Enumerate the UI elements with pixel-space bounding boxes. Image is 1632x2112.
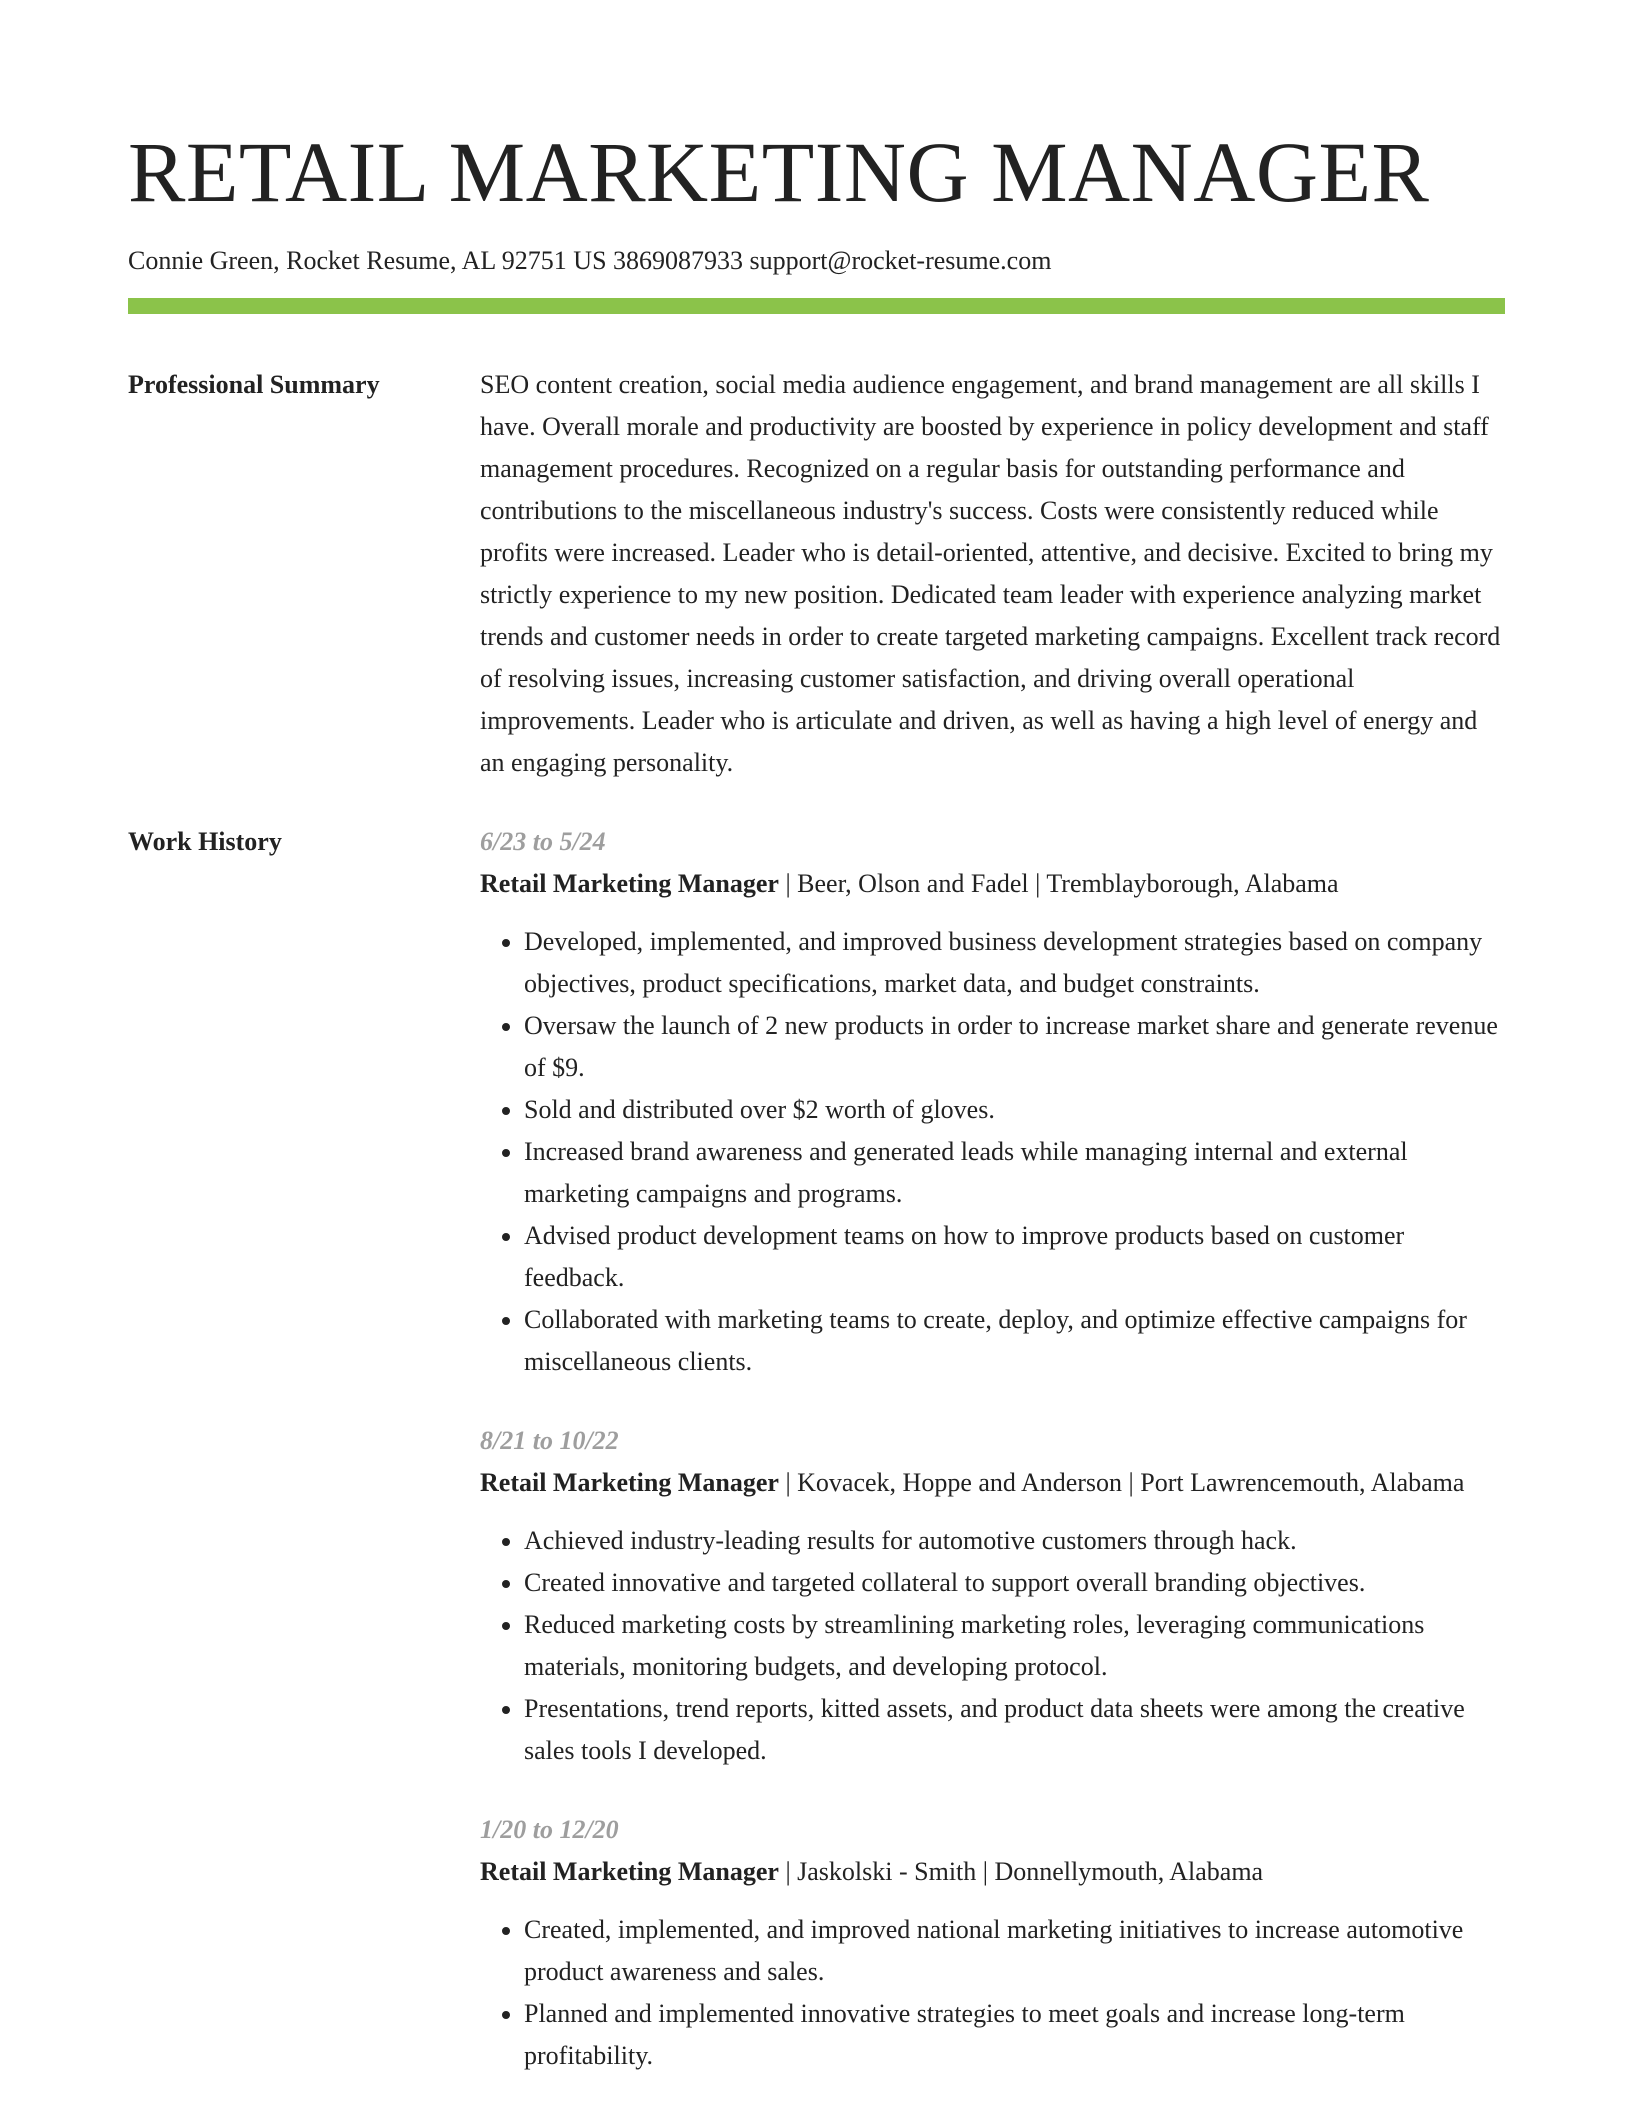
- job-entry-1: [480, 821, 1505, 1383]
- job-bullet-list: [480, 1520, 1505, 1772]
- job-title-line: [480, 863, 1505, 905]
- job-title-line: [480, 1462, 1505, 1504]
- job-title: Retail Marketing Manager: [480, 869, 779, 898]
- summary-text: SEO content creation, social media audience engagement, and brand management are all skills I have. Overall morale and productivity are boosted by experience in policy development and staff management procedures. Recognized on a regular basis for outstanding performance and contributions to the miscellaneous industry's success. Costs were consistently reduced while profits were increased. Leader who is detail-oriented, attentive, and decisive. Excited to bring my strictly experience to my new position. Dedicated team leader with experience analyzing market trends and customer needs in order to create targeted marketing campaigns. Excellent track record of resolving issues, increasing customer satisfaction, and driving overall operational improvements. Leader who is articulate and driven, as well as having a high level of energy and an engaging personality.: [480, 370, 1501, 777]
- section-label-work: Work History: [128, 827, 282, 856]
- list-item: • Presentations, trend reports, kitted assets, and product data sheets were among the creative sales tools I developed.: [524, 1688, 1505, 1772]
- summary-body: [480, 364, 1505, 784]
- list-item: • Created innovative and targeted collateral to support overall branding objectives.: [524, 1562, 1505, 1604]
- accent-divider: [128, 298, 1505, 314]
- list-item: • Reduced marketing costs by streamlining marketing roles, leveraging communications materials, monitoring budgets, and developing protocol.: [524, 1604, 1505, 1688]
- job-dates: 6/23 to 5/24: [480, 827, 606, 856]
- job-entry-3: [480, 1809, 1505, 2077]
- list-item: • Oversaw the launch of 2 new products in order to increase market share and generate revenue of $9.: [524, 1005, 1505, 1089]
- job-title: Retail Marketing Manager: [480, 1857, 779, 1886]
- job-company-location: | Kovacek, Hoppe and Anderson | Port Lawrencemouth, Alabama: [778, 1468, 1465, 1497]
- list-item: • Planned and implemented innovative strategies to meet goals and increase long-term profitability.: [524, 1993, 1505, 2077]
- list-item: • Developed, implemented, and improved business development strategies based on company objectives, product specifications, market data, and budget constraints.: [524, 921, 1505, 1005]
- job-bullet-list: [480, 1909, 1505, 2077]
- list-item: • Increased brand awareness and generated leads while managing internal and external marketing campaigns and programs.: [524, 1131, 1505, 1215]
- job-dates: 1/20 to 12/20: [480, 1815, 619, 1844]
- job-entry-2: [480, 1420, 1505, 1772]
- professional-summary-section: [128, 364, 1505, 784]
- job-bullet-list: [480, 921, 1505, 1383]
- job-company-location: | Beer, Olson and Fadel | Tremblayborough, Alabama: [778, 869, 1339, 898]
- section-label-summary: Professional Summary: [128, 370, 380, 399]
- resume-title: RETAIL MARKETING MANAGER: [128, 124, 1430, 220]
- resume-page: [128, 0, 1505, 2077]
- list-item: • Sold and distributed over $2 worth of gloves.: [524, 1089, 1505, 1131]
- work-history-section: [128, 821, 1505, 2077]
- work-history-body: [480, 821, 1505, 2077]
- job-title-line: [480, 1851, 1505, 1893]
- list-item: • Collaborated with marketing teams to create, deploy, and optimize effective campaigns for miscellaneous clients.: [524, 1299, 1505, 1383]
- list-item: • Created, implemented, and improved national marketing initiatives to increase automotive product awareness and sales.: [524, 1909, 1505, 1993]
- job-company-location: | Jaskolski - Smith | Donnellymouth, Alabama: [778, 1857, 1264, 1886]
- job-title: Retail Marketing Manager: [480, 1468, 779, 1497]
- list-item: • Advised product development teams on how to improve products based on customer feedback.: [524, 1215, 1505, 1299]
- job-dates: 8/21 to 10/22: [480, 1426, 619, 1455]
- list-item: • Achieved industry-leading results for automotive customers through hack.: [524, 1520, 1505, 1562]
- contact-line: Connie Green, Rocket Resume, AL 92751 US 3869087933 support@rocket-resume.com: [128, 246, 1052, 275]
